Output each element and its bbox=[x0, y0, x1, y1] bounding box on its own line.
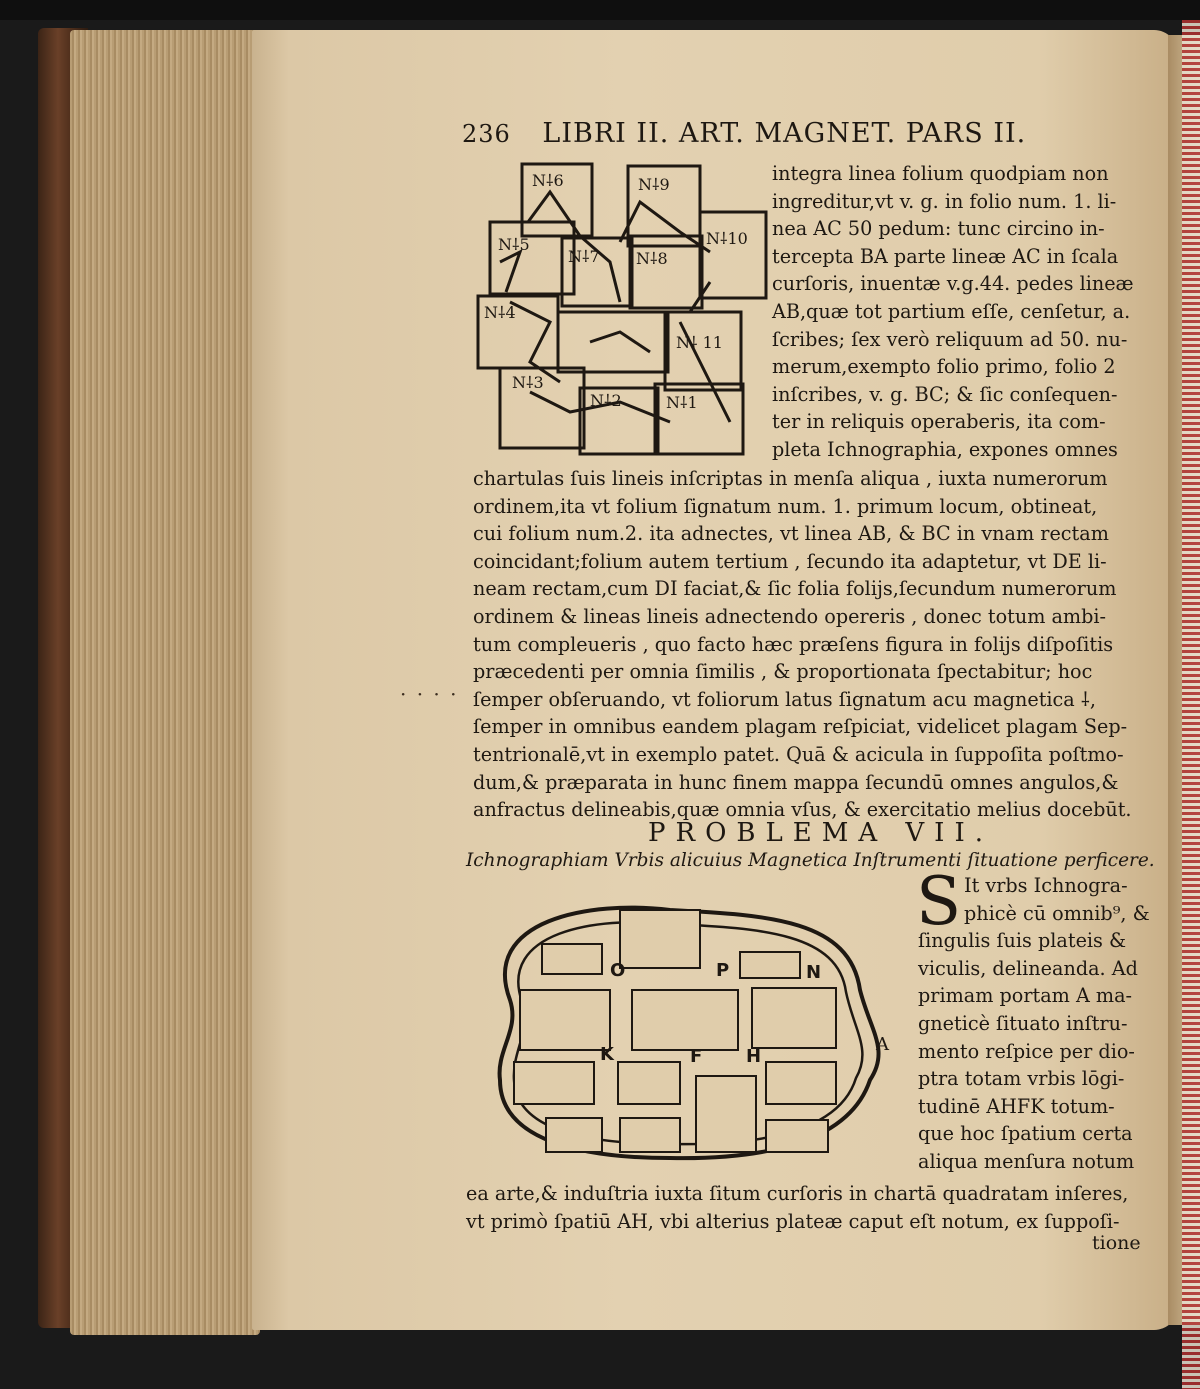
margin-mark: · · · · bbox=[400, 682, 459, 706]
text-line: ea arte,& induſtria iuxta ſitum curſoris in chartā quadratam inſeres, bbox=[466, 1182, 1129, 1205]
text-line: AB,quæ tot partium eſſe, cenſetur, a. bbox=[772, 299, 1131, 323]
sheet-label-14: N⸸4 bbox=[484, 303, 516, 322]
text-body-bottom bbox=[466, 1180, 1166, 1235]
text-line: curſoris, inuentæ v.g.44. pedes lineæ bbox=[772, 272, 1134, 296]
running-title: LIBRI II. ART. MAGNET. PARS II. bbox=[542, 118, 1027, 149]
drop-cap: S bbox=[916, 863, 962, 940]
map-label-n: N bbox=[806, 962, 822, 983]
text-line: tercepta BA parte lineæ AC in ſcala bbox=[772, 244, 1119, 268]
text-line: ingreditur,vt v. g. in folio num. 1. li- bbox=[772, 189, 1117, 213]
text-line: primam portam A ma- bbox=[918, 984, 1133, 1008]
text-line: neam rectam,cum DI faciat,& ſic folia folijs,ſecundum numerorum bbox=[473, 577, 1117, 601]
text-line: ordinem & lineas lineis adnectendo opereris , donec totum ambi- bbox=[473, 604, 1107, 628]
text-line: ſingulis ſuis plateis & bbox=[918, 929, 1127, 953]
text-line: ter in reliquis operaberis, ita com- bbox=[772, 410, 1106, 434]
sheet-label-5: N⸸5 bbox=[498, 235, 530, 254]
catchword: tione bbox=[1092, 1232, 1141, 1254]
text-line: gneticè ſituato inſtru- bbox=[918, 1011, 1128, 1035]
text-line: aliqua menſura notum bbox=[918, 1149, 1135, 1173]
sheet-label-9: N⸸9 bbox=[638, 175, 670, 194]
text-line: viculis, delineanda. Ad bbox=[918, 956, 1138, 980]
text-body-full-width bbox=[473, 465, 1153, 824]
sheet-label-1: N⸸1 bbox=[666, 393, 698, 412]
text-line: ptra totam vrbis lōgi- bbox=[918, 1067, 1125, 1091]
page-number: 236 bbox=[462, 120, 511, 148]
page-edges bbox=[70, 30, 260, 1335]
sheet-label-2: N⸸2 bbox=[590, 391, 622, 410]
text-column-lower bbox=[916, 863, 1158, 1176]
text-line: pleta Ichnographia, expones omnes bbox=[772, 437, 1118, 461]
text-column-upper bbox=[772, 160, 1152, 464]
text-line: It vrbs Ichnogra- bbox=[964, 874, 1128, 897]
text-line: cui folium num.2. ita adnectes, vt linea AB, & BC in vnam rectam bbox=[473, 522, 1109, 546]
text-line: tudinē AHFK totum- bbox=[918, 1094, 1115, 1118]
text-line: coincidant;folium autem tertium , ſecundo ita adaptetur, vt DE li- bbox=[473, 549, 1107, 573]
text-line: tentrionalē,vt in exemplo patet. Quā & acicula in ſuppoſita poſtmo- bbox=[473, 742, 1124, 766]
text-line: ordinem,ita vt folium ſignatum num. 1. primum locum, obtineat, bbox=[473, 494, 1098, 518]
text-line: ſemper obſeruando, vt foliorum latus ſignatum acu magnetica ⸸, bbox=[473, 687, 1096, 711]
text-line: nea AC 50 pedum: tunc circino in- bbox=[772, 217, 1105, 241]
text-line: mento reſpice per dio- bbox=[918, 1039, 1135, 1063]
city-plan-figure bbox=[470, 880, 890, 1180]
map-label-a: A bbox=[876, 1034, 889, 1055]
text-line: que hoc ſpatium certa bbox=[918, 1122, 1133, 1146]
map-label-k: K bbox=[600, 1044, 614, 1065]
text-line: ſcribes; ſex verò reliquum ad 50. nu- bbox=[772, 327, 1128, 351]
text-line: chartulas ſuis lineis inſcriptas in menſa aliqua , iuxta numerorum bbox=[473, 467, 1108, 490]
sheet-label-8: N⸸8 bbox=[636, 249, 668, 268]
red-bookmark-strip bbox=[1182, 20, 1200, 1389]
running-header bbox=[462, 118, 1142, 149]
top-bar bbox=[0, 0, 1200, 20]
sheet-label-7: N⸸7 bbox=[568, 247, 600, 266]
map-label-h: H bbox=[746, 1046, 762, 1067]
text-line: ſemper in omnibus eandem plagam reſpiciat, videlicet plagam Sep- bbox=[473, 715, 1128, 739]
text-line: anfractus delineabis,quæ omnia vſus, & exercitatio melius docebūt. bbox=[473, 798, 1132, 822]
text-line: merum,exempto folio primo, folio 2 bbox=[772, 355, 1116, 379]
sheet-label-10: N⸸10 bbox=[706, 229, 748, 248]
text-line: tum compleueris , quo facto hæc præſens figura in folijs diſpoſitis bbox=[473, 632, 1114, 656]
text-line: phicè cū omnib⁹, & bbox=[964, 901, 1150, 925]
text-line: integra linea folium quodpiam non bbox=[772, 162, 1109, 185]
text-line: inſcribes, v. g. BC; & ſic conſequen- bbox=[772, 382, 1118, 406]
problema-subtitle: Ichnographiam Vrbis alicuius Magnetica Inſtrumenti ſituatione perficere. bbox=[466, 850, 1155, 871]
text-line: vt primò ſpatiū AH, vbi alterius plateæ caput eſt notum, ex ſuppoſi- bbox=[466, 1209, 1120, 1233]
sheet-label-11: N⸸ 11 bbox=[676, 333, 723, 352]
sheet-label-6: N⸸6 bbox=[532, 171, 564, 190]
text-line: dum,& præparata in hunc finem mappa ſecundū omnes angulos,& bbox=[473, 770, 1119, 794]
map-label-p: P bbox=[716, 960, 730, 981]
text-line: præcedenti per omnia ſimilis , & proportionata ſpectabitur; hoc bbox=[473, 660, 1093, 684]
sheet-label-3: N⸸3 bbox=[512, 373, 544, 392]
problema-heading: PROBLEMA VII. bbox=[648, 818, 993, 848]
map-label-o: O bbox=[610, 960, 626, 981]
survey-sheets-figure bbox=[470, 162, 768, 457]
map-label-f: F bbox=[690, 1046, 703, 1067]
